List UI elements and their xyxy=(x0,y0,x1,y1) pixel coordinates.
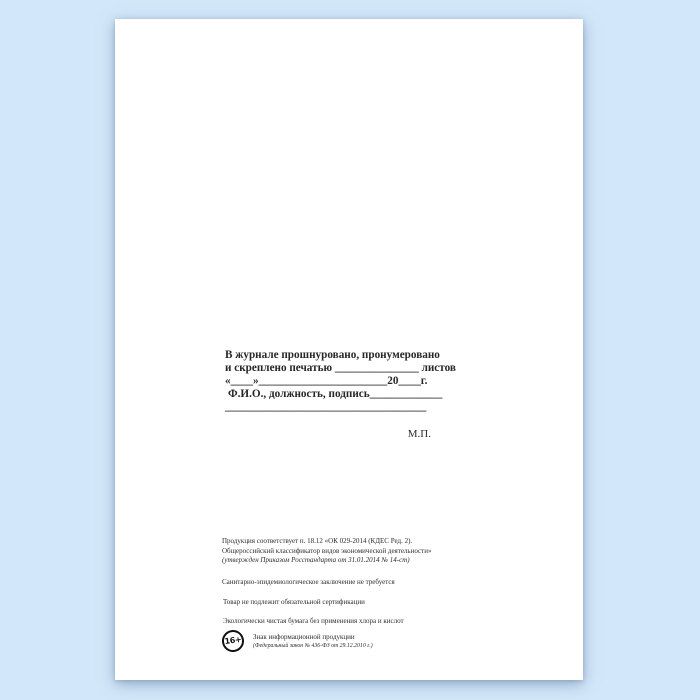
certification-note: Товар не подлежит обязательной сертификации xyxy=(223,598,365,606)
stamp-line-1: В журнале прошнуровано, пронумеровано xyxy=(225,349,440,361)
compliance-line-1: Продукция соответствует п. 18.12 «ОК 029-2014 (КДЕС Ред. 2). xyxy=(222,537,413,545)
age-mark-title: Знак информационной продукции xyxy=(253,632,355,641)
compliance-note xyxy=(222,537,552,566)
stamp-line-2: и скреплено печатью _______________ листов xyxy=(225,362,456,374)
seal-place-mark: М.П. xyxy=(407,428,431,440)
age-mark-text xyxy=(253,633,373,650)
paper-sheet xyxy=(115,19,583,680)
footer-notes xyxy=(222,537,552,652)
age-mark-row xyxy=(222,630,552,652)
compliance-line-3: (утвержден Приказом Росстандарта от 31.01.2014 № 14-ст) xyxy=(222,556,410,564)
stamp-line-4: Ф.И.О., должность, подпись_____________ xyxy=(228,388,443,400)
age-16-badge-icon: 16+ xyxy=(221,628,246,653)
eco-note: Экологически чистая бумага без применения хлора и кислот xyxy=(223,617,404,625)
stamp-line-5: ____________________________________ xyxy=(225,401,427,413)
sanitary-note: Санитарно-эпидемиологическое заключение не требуется xyxy=(222,578,395,586)
binding-statement-block xyxy=(225,349,456,441)
age-mark-law: (Федеральный закон № 436-ФЗ от 29.12.2010 г.) xyxy=(253,642,373,649)
compliance-line-2: Общероссийский классификатор видов экономической деятельности» xyxy=(222,546,432,555)
stamp-line-3: «____»_______________________20____г. xyxy=(225,375,428,387)
